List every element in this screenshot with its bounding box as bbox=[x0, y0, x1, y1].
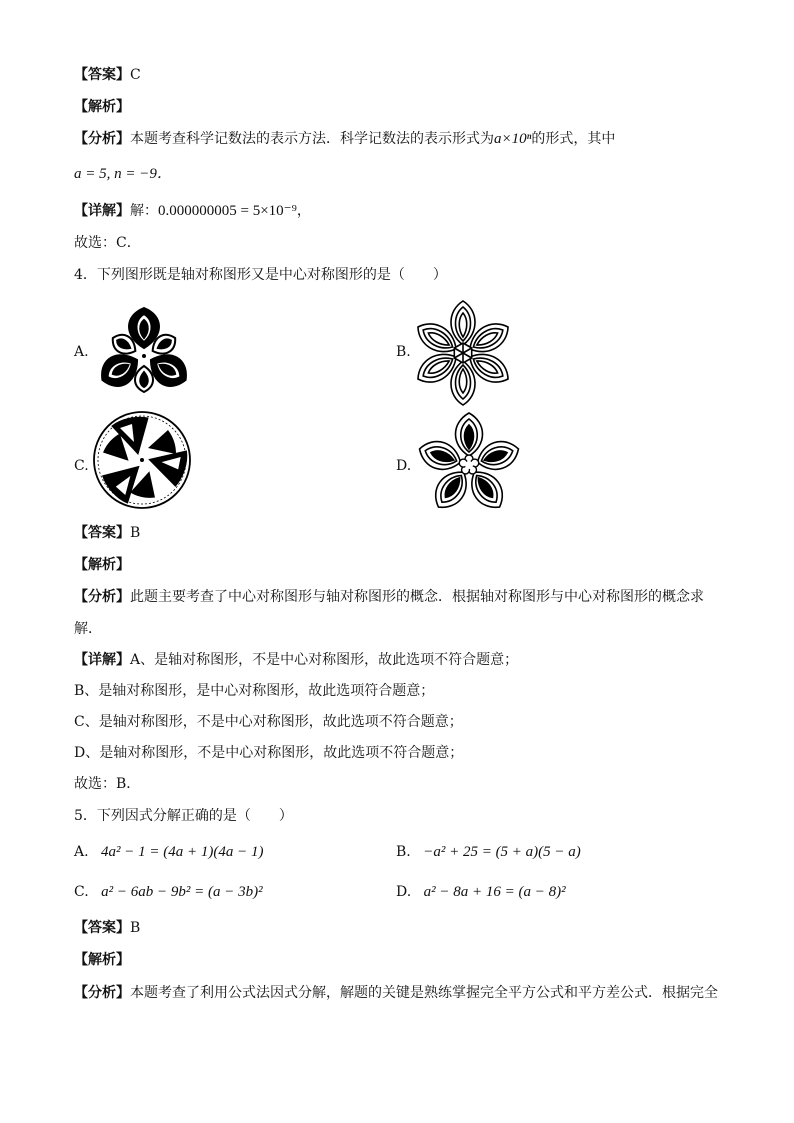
q3-xiangjie-formula: 0.000000005 = 5×10⁻⁹ bbox=[158, 203, 297, 219]
answer-label: 【答案】 bbox=[74, 525, 130, 541]
q4-option-d-label: D. bbox=[396, 458, 412, 474]
q5-option-d bbox=[396, 882, 566, 902]
q4-fenxi-line2: 解． bbox=[74, 621, 102, 637]
q3-fenxi-line1 bbox=[74, 129, 615, 149]
q3-answer-line bbox=[74, 65, 141, 85]
q5-stem: 5．下列因式分解正确的是（ ） bbox=[74, 808, 293, 824]
xiangjie-label: 【详解】 bbox=[74, 203, 130, 219]
q4-conclusion: 故选：B． bbox=[74, 776, 141, 792]
q5-fenxi-line1 bbox=[74, 983, 718, 1003]
q4-answer: B bbox=[130, 525, 141, 541]
q4-xiangjie-text: A、是轴对称图形，不是中心对称图形，故此选项不符合题意； bbox=[130, 652, 519, 668]
q5-analysis-heading: 【解析】 bbox=[74, 952, 130, 968]
q4-option-b-label: B. bbox=[396, 344, 411, 360]
q4-xiangjie-line bbox=[74, 650, 518, 670]
q3-fenxi-text-a: 本题考查科学记数法的表示方法．科学记数法的表示形式为 bbox=[130, 131, 494, 147]
fenxi-label: 【分析】 bbox=[74, 985, 130, 1001]
q3-xiangjie-line bbox=[74, 201, 311, 221]
q3-conclusion: 故选：C． bbox=[74, 235, 141, 251]
q3-answer: C bbox=[130, 67, 141, 83]
q4-fenxi-line1 bbox=[74, 587, 704, 607]
q4-option-a-label: A. bbox=[74, 344, 89, 360]
fenxi-label: 【分析】 bbox=[74, 589, 130, 605]
q3-fenxi-formula: a×10ⁿ bbox=[494, 131, 532, 147]
figure-d-flower-icon bbox=[414, 412, 524, 518]
q5-option-d-label: D. bbox=[396, 884, 412, 900]
q3-fenxi-line2: a = 5, n = −9． bbox=[74, 166, 172, 182]
q5-option-b-label: B. bbox=[396, 844, 411, 860]
q4-stem: 4．下列图形既是轴对称图形又是中心对称图形的是（ ） bbox=[74, 267, 447, 283]
q5-option-d-formula: a² − 8a + 16 = (a − 8)² bbox=[423, 884, 566, 900]
q5-option-b bbox=[396, 842, 581, 862]
q5-option-c-label: C. bbox=[74, 884, 89, 900]
q4-answer-line bbox=[74, 523, 140, 543]
q5-fenxi-text: 本题考查了利用公式法因式分解，解题的关键是熟练掌握完全平方公式和平方差公式．根据完全 bbox=[130, 985, 718, 1001]
q3-analysis-heading: 【解析】 bbox=[74, 99, 130, 115]
q4-line-d: D、是轴对称图形，不是中心对称图形，故此选项不符合题意； bbox=[74, 745, 464, 761]
q5-option-b-formula: −a² + 25 = (5 + a)(5 − a) bbox=[423, 844, 581, 860]
q4-analysis-heading: 【解析】 bbox=[74, 557, 130, 573]
figure-b-flower-icon bbox=[414, 298, 512, 408]
q5-option-c-formula: a² − 6ab − 9b² = (a − 3b)² bbox=[101, 884, 263, 900]
fenxi-label: 【分析】 bbox=[74, 131, 130, 147]
figure-a-flower-icon bbox=[92, 306, 196, 406]
q3-fenxi-text-b: 的形式，其中 bbox=[531, 131, 616, 147]
q5-answer-line bbox=[74, 918, 140, 938]
q4-line-b: B、是轴对称图形，是中心对称图形，故此选项符合题意； bbox=[74, 683, 435, 699]
q5-option-a-formula: 4a² − 1 = (4a + 1)(4a − 1) bbox=[101, 844, 264, 860]
q5-option-a-label: A. bbox=[74, 844, 89, 860]
q3-xiangjie-end: ， bbox=[296, 203, 311, 219]
xiangjie-label: 【详解】 bbox=[74, 652, 130, 668]
q3-xiangjie-text: 解： bbox=[130, 203, 158, 219]
q4-fenxi-text: 此题主要考查了中心对称图形与轴对称图形的概念．根据轴对称图形与中心对称图形的概念求 bbox=[130, 589, 704, 605]
q5-option-a bbox=[74, 842, 263, 862]
q5-option-c bbox=[74, 882, 263, 902]
q4-line-c: C、是轴对称图形，不是中心对称图形，故此选项不符合题意； bbox=[74, 714, 463, 730]
q4-option-c-label: C. bbox=[74, 458, 89, 474]
figure-c-disk-icon bbox=[92, 410, 192, 510]
answer-label: 【答案】 bbox=[74, 67, 130, 83]
answer-label: 【答案】 bbox=[74, 920, 130, 936]
q5-answer: B bbox=[130, 920, 141, 936]
